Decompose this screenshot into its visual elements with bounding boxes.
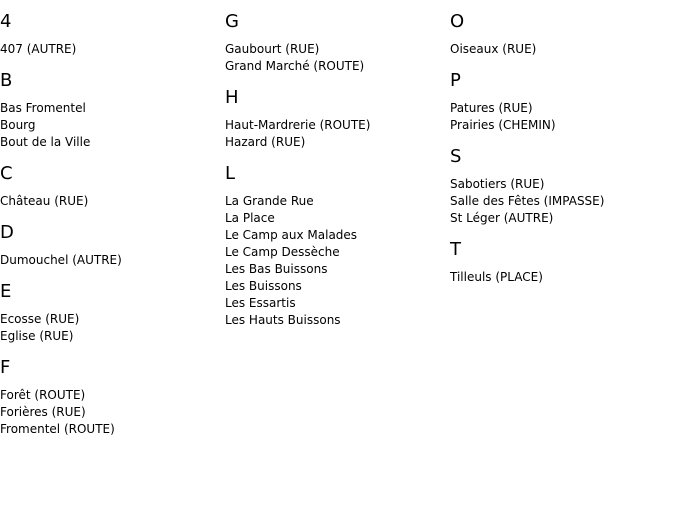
street-entry[interactable]: Prairies (CHEMIN)	[450, 118, 556, 132]
letter-heading: S	[450, 146, 462, 167]
street-index-column-3	[450, 0, 675, 298]
street-entry[interactable]: 407 (AUTRE)	[0, 42, 77, 56]
letter-heading: H	[225, 87, 239, 108]
street-entry[interactable]: Grand Marché (ROUTE)	[225, 59, 365, 73]
street-entry[interactable]: La Grande Rue	[225, 194, 314, 208]
street-entry[interactable]: Oiseaux (RUE)	[450, 42, 537, 56]
street-entry[interactable]: Forières (RUE)	[0, 405, 86, 419]
letter-group	[450, 146, 675, 227]
street-entry[interactable]: Hazard (RUE)	[225, 135, 306, 149]
letter-group	[450, 11, 675, 58]
street-entry[interactable]: Tilleuls (PLACE)	[450, 270, 543, 284]
letter-heading: P	[450, 70, 461, 91]
street-entry[interactable]: Dumouchel (AUTRE)	[0, 253, 122, 267]
letter-group	[225, 11, 450, 75]
letter-heading: B	[0, 70, 13, 91]
street-entry[interactable]: Forêt (ROUTE)	[0, 388, 86, 402]
letter-heading: T	[450, 239, 461, 260]
street-entry[interactable]: Bas Fromentel	[0, 101, 86, 115]
letter-heading: C	[0, 163, 13, 184]
letter-heading: L	[225, 163, 236, 184]
letter-group	[0, 357, 225, 438]
street-entry[interactable]: La Place	[225, 211, 275, 225]
letter-group	[0, 11, 225, 58]
letter-group	[225, 163, 450, 329]
letter-group	[0, 70, 225, 151]
letter-heading: D	[0, 222, 14, 243]
letter-group	[450, 70, 675, 134]
letter-heading: 4	[0, 11, 12, 32]
street-entry[interactable]: Patures (RUE)	[450, 101, 533, 115]
letter-group	[0, 163, 225, 210]
street-index-column-2	[225, 0, 450, 341]
street-entry[interactable]: Les Buissons	[225, 279, 302, 293]
letter-heading: E	[0, 281, 12, 302]
letter-heading: F	[0, 357, 11, 378]
street-entry[interactable]: Sabotiers (RUE)	[450, 177, 545, 191]
street-entry[interactable]: Bourg	[0, 118, 36, 132]
street-entry[interactable]: Fromentel (ROUTE)	[0, 422, 115, 436]
letter-group	[450, 239, 675, 286]
street-entry[interactable]: Les Hauts Buissons	[225, 313, 341, 327]
street-entry[interactable]: St Léger (AUTRE)	[450, 211, 554, 225]
street-entry[interactable]: Les Essartis	[225, 296, 296, 310]
letter-group	[0, 222, 225, 269]
street-entry[interactable]: Le Camp Dessèche	[225, 245, 340, 259]
street-entry[interactable]: Haut-Mardrerie (ROUTE)	[225, 118, 371, 132]
street-entry[interactable]: Eglise (RUE)	[0, 329, 74, 343]
street-entry[interactable]: Ecosse (RUE)	[0, 312, 80, 326]
street-entry[interactable]: Bout de la Ville	[0, 135, 91, 149]
letter-heading: O	[450, 11, 465, 32]
street-entry[interactable]: Salle des Fêtes (IMPASSE)	[450, 194, 605, 208]
street-entry[interactable]: Le Camp aux Malades	[225, 228, 358, 242]
letter-group	[225, 87, 450, 151]
letter-heading: G	[225, 11, 239, 32]
letter-group	[0, 281, 225, 345]
street-entry[interactable]: Gaubourt (RUE)	[225, 42, 320, 56]
street-index-column-1	[0, 0, 225, 450]
street-entry[interactable]: Les Bas Buissons	[225, 262, 328, 276]
street-entry[interactable]: Château (RUE)	[0, 194, 89, 208]
